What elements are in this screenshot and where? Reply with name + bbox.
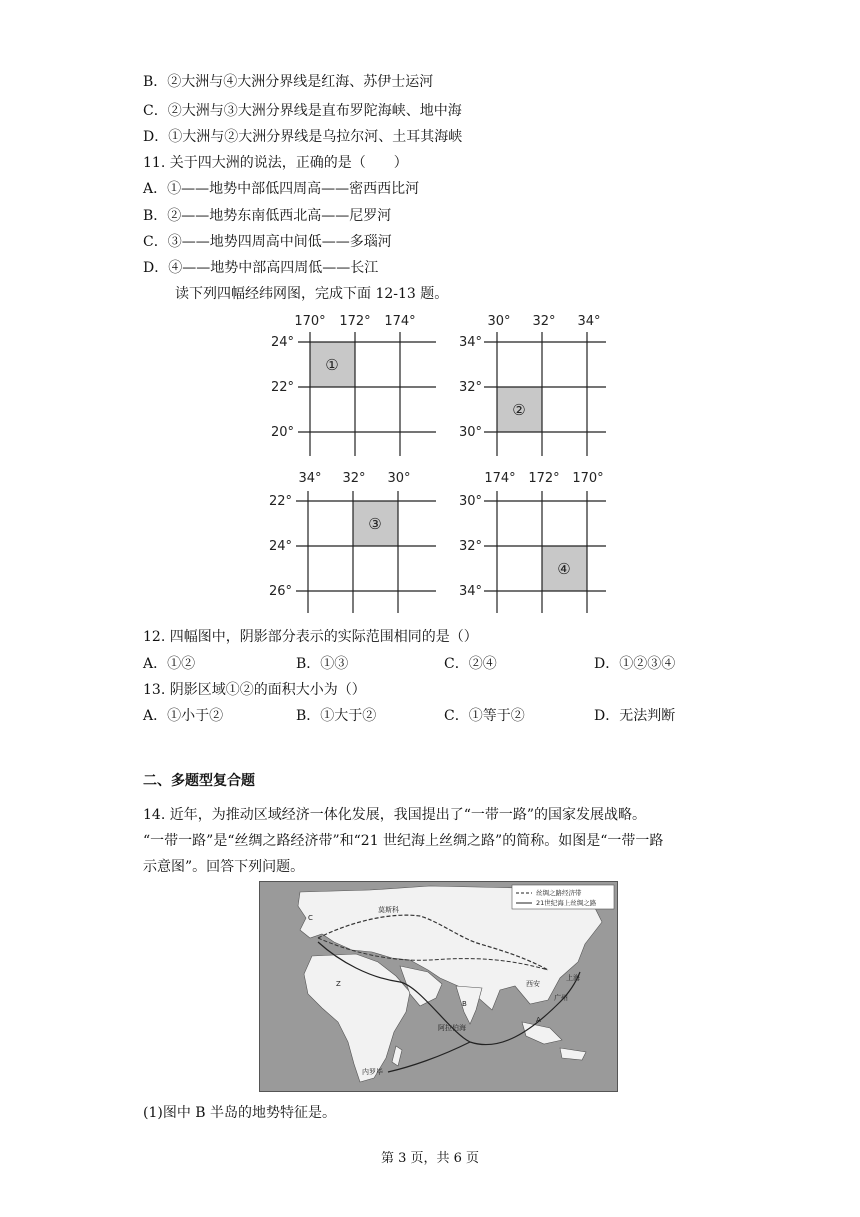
- q14-line-3: 示意图”。回答下列问题。: [143, 859, 305, 875]
- left-label: 22°: [270, 380, 294, 395]
- label-arabian-sea: 阿拉伯海: [438, 1024, 466, 1032]
- label-b: B: [462, 1000, 467, 1008]
- q13-option-a: A．①小于②: [143, 708, 224, 724]
- q11-option-b: B．②——地势东南低西北高——尼罗河: [143, 208, 392, 224]
- shaded-cell-label: ①: [325, 356, 339, 374]
- label-xian: 西安: [526, 980, 540, 988]
- q10-option-b: B．②大洲与④大洲分界线是红海、苏伊士运河: [143, 74, 434, 90]
- left-label: 32°: [458, 380, 482, 395]
- left-label: 22°: [268, 494, 292, 509]
- legend-maritime-label: 21世纪海上丝绸之路: [536, 899, 597, 907]
- top-label: 30°: [387, 471, 411, 486]
- label-c: C: [308, 914, 313, 922]
- top-label: 174°: [384, 314, 416, 329]
- top-label: 174°: [484, 471, 516, 486]
- q13-stem: 13. 阴影区域①②的面积大小为（）: [143, 682, 366, 698]
- top-label: 32°: [342, 471, 366, 486]
- madagascar: [392, 1046, 402, 1066]
- left-label: 26°: [268, 584, 292, 599]
- label-nairobi: 内罗毕: [362, 1068, 383, 1076]
- indian-peninsula: [456, 986, 482, 1024]
- top-label: 34°: [577, 314, 601, 329]
- label-shanghai: 上海: [566, 974, 580, 982]
- left-label: 34°: [458, 335, 482, 350]
- legend-belt-label: 丝绸之路经济带: [536, 889, 582, 897]
- q13-option-b: B．①大于②: [296, 708, 377, 724]
- left-label: 30°: [458, 494, 482, 509]
- top-label: 30°: [487, 314, 511, 329]
- q12-option-c: C．②④: [444, 656, 497, 672]
- q13-option-c: C．①等于②: [444, 708, 525, 724]
- q11-stem: 11. 关于四大洲的说法，正确的是（ ）: [143, 155, 408, 171]
- lat-lon-grid-4: [454, 465, 634, 615]
- label-z: Z: [336, 980, 341, 988]
- q11-option-c: C．③——地势四周高中间低——多瑙河: [143, 234, 392, 250]
- top-label: 172°: [339, 314, 371, 329]
- label-a: A: [536, 1016, 541, 1024]
- left-label: 20°: [270, 425, 294, 440]
- label-moscow: 莫斯科: [378, 906, 399, 914]
- left-label: 32°: [458, 539, 482, 554]
- q11-option-d: D．④——地势中部高四周低——长江: [143, 260, 379, 276]
- top-label: 172°: [528, 471, 560, 486]
- q10-option-d: D．①大洲与②大洲分界线是乌拉尔河、土耳其海峡: [143, 129, 463, 145]
- shaded-cell-label: ②: [512, 401, 526, 419]
- q10-option-c: C．②大洲与③大洲分界线是直布罗陀海峡、地中海: [143, 103, 462, 119]
- shaded-cell-label: ④: [557, 560, 571, 578]
- q14-sub-question-1: (1)图中 B 半岛的地势特征是。: [143, 1105, 337, 1121]
- top-label: 170°: [294, 314, 326, 329]
- lat-lon-grid-2: [454, 308, 634, 458]
- left-label: 30°: [458, 425, 482, 440]
- q14-line-2: “一带一路”是“丝绸之路经济带”和“21 世纪海上丝绸之路”的简称。如图是“一带一路: [143, 833, 664, 849]
- left-label: 24°: [268, 539, 292, 554]
- q12-option-a: A．①②: [143, 656, 196, 672]
- lat-lon-grid-1: [258, 308, 438, 458]
- label-guangzhou: 广州: [554, 994, 568, 1002]
- top-label: 170°: [572, 471, 604, 486]
- section-heading: 二、多题型复合题: [143, 773, 255, 789]
- shaded-cell-label: ③: [368, 515, 382, 533]
- top-label: 34°: [298, 471, 322, 486]
- southeast-asia-islands: [560, 1048, 586, 1060]
- belt-and-road-map: [259, 881, 618, 1092]
- left-label: 24°: [270, 335, 294, 350]
- q12-option-d: D．①②③④: [594, 656, 676, 672]
- page-footer: 第 3 页，共 6 页: [380, 1151, 480, 1166]
- q13-option-d: D．无法判断: [594, 708, 676, 724]
- q11-option-a: A．①——地势中部低四周高——密西西比河: [143, 181, 420, 197]
- left-label: 34°: [458, 584, 482, 599]
- southeast-asia-islands: [522, 1022, 562, 1044]
- top-label: 32°: [532, 314, 556, 329]
- lat-lon-grid-3: [258, 465, 438, 615]
- q14-line-1: 14. 近年，为推动区域经济一体化发展，我国提出了“一带一路”的国家发展战略。: [143, 807, 647, 823]
- intro-text: 读下列四幅经纬网图，完成下面 12-13 题。: [175, 286, 449, 302]
- q12-stem: 12. 四幅图中，阴影部分表示的实际范围相同的是（）: [143, 629, 478, 645]
- q12-option-b: B．①③: [296, 656, 349, 672]
